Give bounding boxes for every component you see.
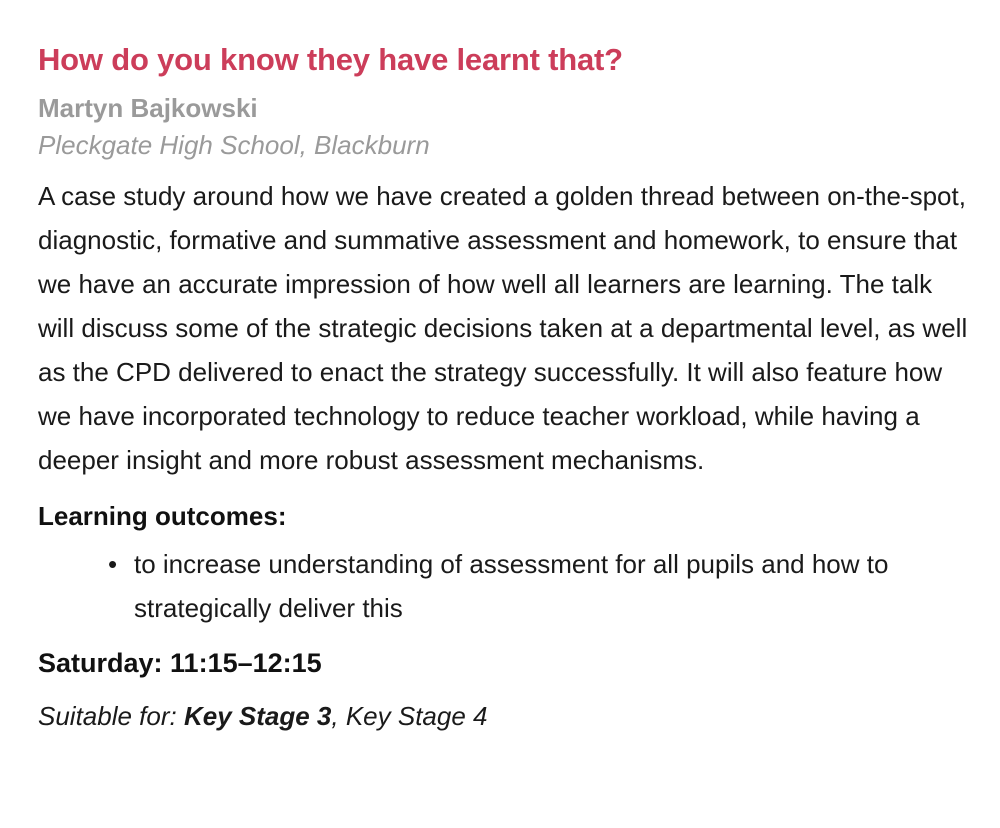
speaker-name: Martyn Bajkowski — [38, 93, 258, 123]
suitable-for-label: Suitable for: — [38, 701, 184, 731]
list-item — [108, 542, 974, 630]
session-time: Saturday: 11:15–12:15 — [38, 648, 322, 678]
learning-outcomes-heading: Learning outcomes: — [38, 501, 287, 531]
outcome-text: to increase understanding of assessment for all pupils and how to strategically deliver this — [134, 549, 889, 623]
bullet-icon: • — [108, 549, 118, 579]
suitable-for — [38, 694, 970, 738]
speaker-school: Pleckgate High School, Blackburn — [38, 130, 430, 160]
key-stage-primary: Key Stage 3 — [183, 701, 332, 731]
learning-outcomes-list — [38, 542, 970, 630]
session-description: A case study around how we have created a golden thread between on-the-spot, diagnostic, formative and summative assessment and homework, to ensure that we have an accurate impression of how well all learners are learning. The talk will discuss some of the strategic decisions taken at a departmental level, as well as the CPD delivered to enact the strategy successfully. It will also feature how we have incorporated technology to reduce teacher workload, while having a deeper insight and more robust assessment mechanisms. — [38, 181, 968, 475]
stage-separator: , — [331, 701, 346, 731]
session-title: How do you know they have learnt that? — [38, 42, 623, 77]
key-stage-other: Key Stage 4 — [345, 701, 488, 731]
